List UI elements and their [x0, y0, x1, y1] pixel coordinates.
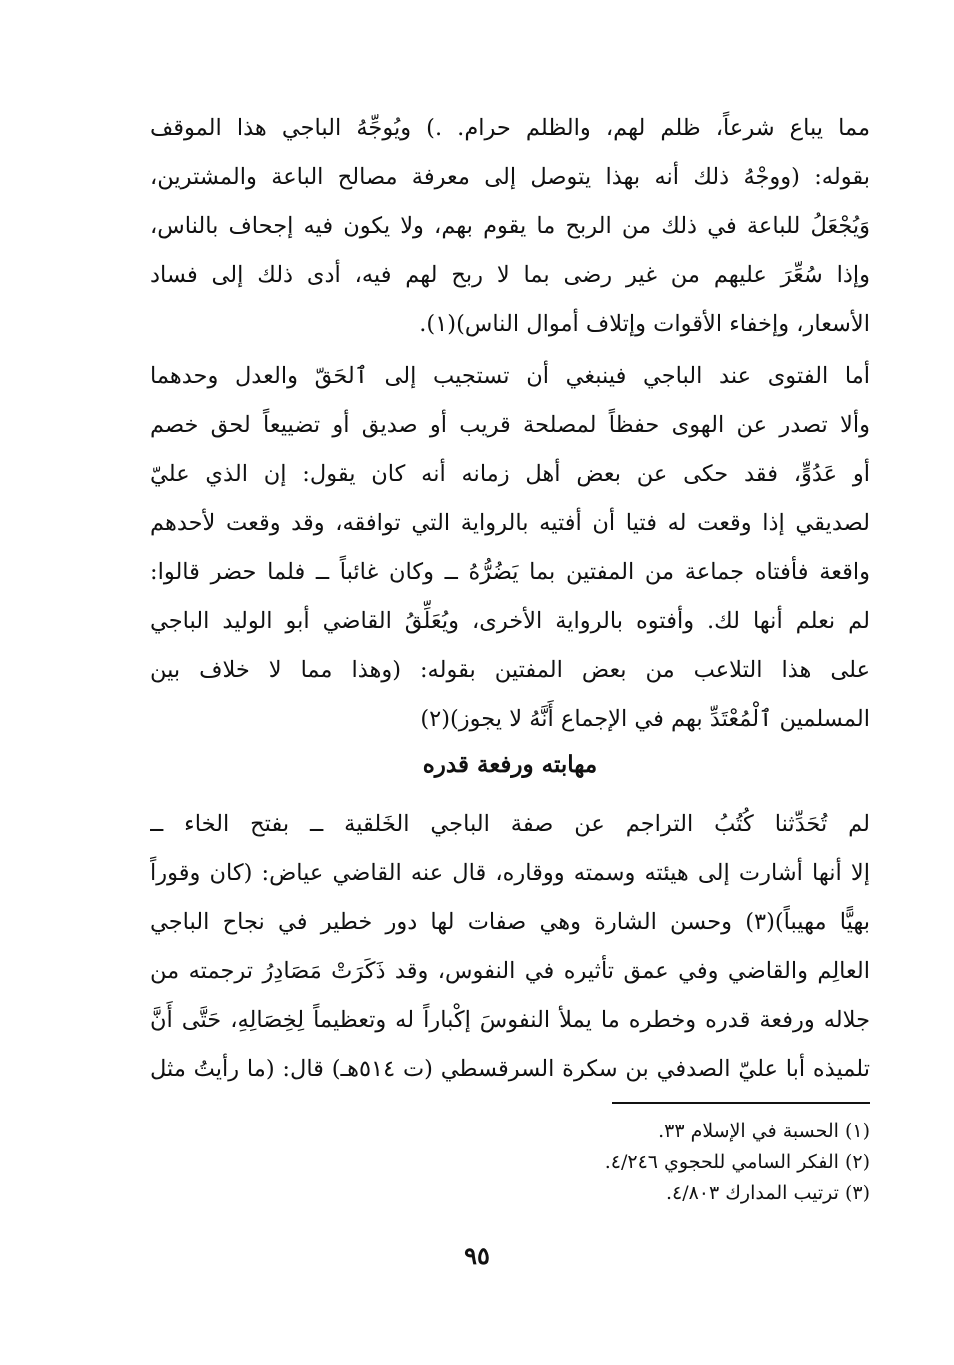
footnotes: [400, 1116, 870, 1209]
page-number: ٩٥: [464, 1241, 490, 1270]
text-line: جلاله ورفعة قدره وخطره ما يملأ النفوسَ إكْباراً له وتعظيماً لِخِصَالِهِ، حَتَّى أَنَّ: [150, 1007, 870, 1033]
text-line: وألا تصدر عن الهوى حفظاً لمصلحة قريب أو صديق أو تضييعاً لحق خصم: [150, 412, 870, 438]
paragraph-3: [150, 800, 870, 1094]
text-line: بهيًّا مهيباً)(٣) وحسن الشارة وهي صفات لها دور خطير في نجاح الباجي: [150, 909, 870, 935]
footnote-2: (٢) الفكر السامي للحجوي ٤/٢٤٦.: [604, 1151, 870, 1173]
footnote-1: (١) الحسبة في الإسلام ٣٣.: [658, 1120, 870, 1142]
text-line: أو عَدُوٍّ، فقد حكى عن بعض أهل زمانه أنه كان يقول: إن الذي عليّ: [150, 461, 870, 487]
text-line: وإذا سُعِّرَ عليهم من غير رضى بما لا ربح لهم فيه، أدى ذلك إلى فساد: [150, 262, 870, 288]
text-line: أما الفتوى عند الباجي فينبغي أن تستجيب إلى ٱلحَقّ والعدل وحدهما: [150, 363, 870, 389]
text-line: المسلمين ٱلْمُعْتَدِّ بهم في الإجماع أَنَّهُ لا يجوز)(٢): [420, 706, 870, 732]
text-line: الأسعار، وإخفاء الأقوات وإتلاف أموال الناس)(١).: [419, 311, 870, 337]
paragraph-2: [150, 352, 870, 744]
text-line: لم نعلم أنها لك. وأفتوه بالرواية الأخرى، ويُعَلِّقُ القاضي أبو الوليد الباجي: [150, 608, 870, 634]
text-line: العالِم والقاضي وفي عمق تأثيره في النفوس، وقد ذَكَرَتْ مَصَادِرُ ترجمته من: [150, 958, 870, 984]
text-line: لصديقي إذا وقعت له فتيا أن أفتيه بالرواية التي توافقه، وقد وقعت لأحدهم: [150, 510, 870, 536]
text-line: واقعة فأفتاه جماعة من المفتين بما يَضُرُّهُ ــ وكان غائباً ــ فلما حضر قالوا:: [150, 559, 870, 585]
text-line: وَيُجْعَلُ للباعة في ذلك من الربح ما يقوم بهم، ولا يكون فيه إجحاف بالناس،: [150, 213, 870, 239]
text-line: تلميذه أبا عليّ الصدفي بن سكرة السرقسطي (ت ٥١٤هـ) قال: (ما رأيتُ مثل: [150, 1056, 870, 1082]
text-line: على هذا التلاعب من بعض المفتين بقوله: (وهذا مما لا خلاف بين: [150, 657, 870, 683]
text-line: مما يباع شرعاً، ظلم لهم، والظلم حرام. .) ويُوجِّهُ الباجي هذا الموقف: [150, 115, 870, 141]
footnote-3: (٣) ترتيب المدارك ٤/٨٠٣.: [665, 1182, 870, 1204]
text-line: لم تُحَدِّثنا كُتُبُ التراجم عن صفة الباجي الخَلقية ــ بفتح الخاء ــ: [150, 811, 870, 837]
footnote-separator: [612, 1102, 870, 1104]
text-line: بقوله: (ووجْهُ ذلك أنه بهذا يتوصل إلى معرفة مصالح الباعة والمشترين،: [150, 164, 870, 190]
paragraph-1: [150, 104, 870, 349]
text-line: إلا أنها أشارت إلى هيئته وسمته ووقاره، قال عنه القاضي عياض: (كان وقوراً: [150, 860, 870, 886]
section-heading: مهابته ورفعة قدره: [422, 751, 598, 778]
